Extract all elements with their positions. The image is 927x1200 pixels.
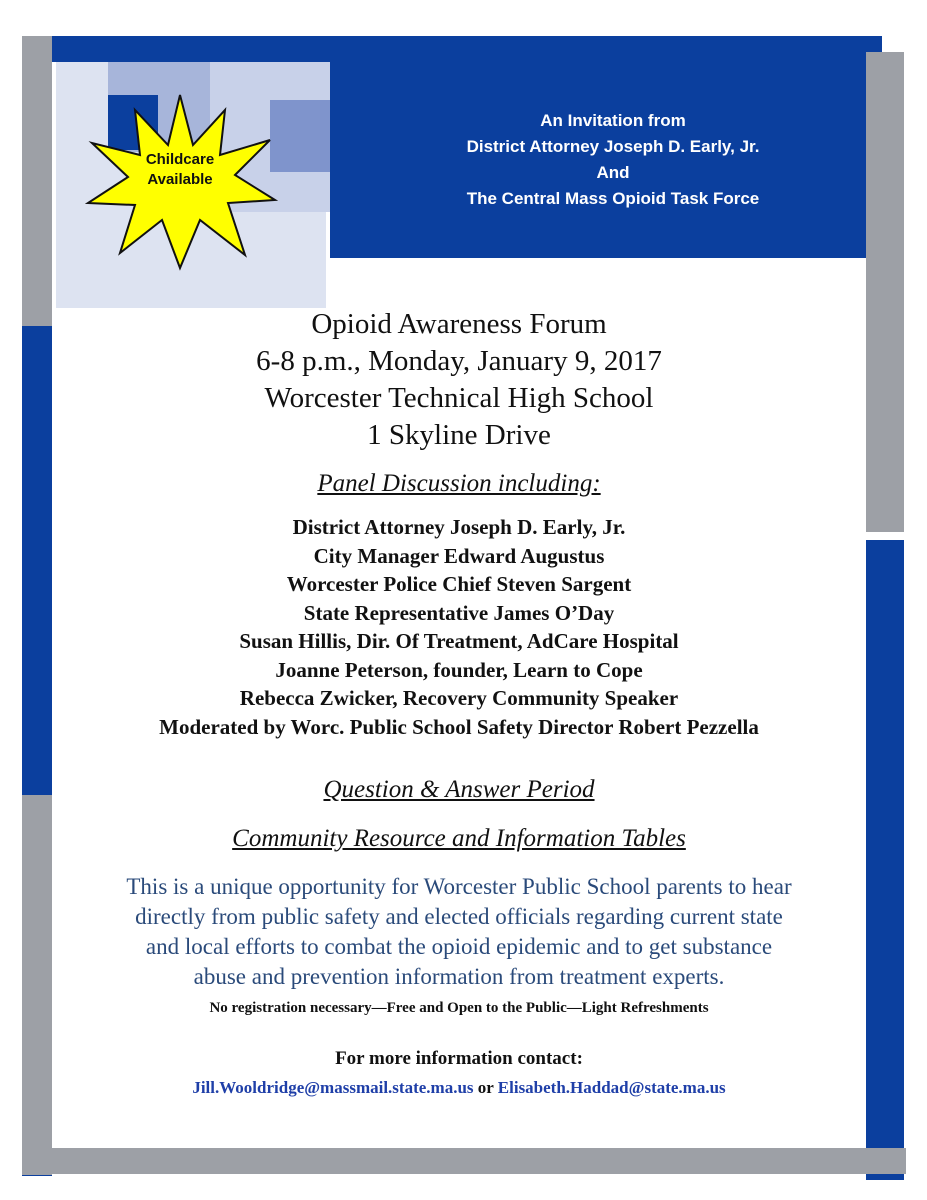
panelist: District Attorney Joseph D. Early, Jr. [292,515,626,539]
panelist: City Manager Edward Augustus [313,543,605,568]
frame-gray-left [22,795,52,1175]
frame-gray-right [866,52,904,532]
description-line: and local efforts to combat the opioid epidemic and to get substance [145,934,773,959]
banner-line: An Invitation from [540,111,686,130]
banner-line: The Central Mass Opioid Task Force [466,189,760,208]
description-line: directly from public safety and elected officials regarding current state [135,904,783,929]
panelist: Susan Hillis, Dir. Of Treatment, AdCare Hospital [239,629,679,653]
frame-blue-right [866,540,904,1180]
description-line: This is a unique opportunity for Worcester Public School parents to hear [126,874,792,899]
event-time: 6-8 p.m., Monday, January 9, 2017 [256,345,662,377]
panelist-list [52,513,866,741]
description-line: abuse and prevention information from treatment experts. [193,964,725,989]
panelist: State Representative James O’Day [303,600,615,625]
email-link-haddad[interactable]: Elisabeth.Haddad@state.ma.us [497,1078,726,1097]
contact-emails [52,1078,866,1098]
resources-heading: Community Resource and Information Tables [232,825,686,852]
email-link-wooldridge[interactable]: Jill.Wooldridge@massmail.state.ma.us [192,1078,474,1097]
invitation-banner [330,62,866,258]
email-separator: or [473,1078,498,1097]
frame-blue-top [22,36,882,62]
registration-notice: No registration necessary—Free and Open to the Public—Light Refreshments [209,1000,709,1016]
frame-gray-top [22,36,52,326]
panelist: Joanne Peterson, founder, Learn to Cope [275,657,643,682]
description [52,872,866,992]
badge-line: Childcare [145,151,215,168]
panelist: Rebecca Zwicker, Recovery Community Speaker [239,686,679,710]
childcare-badge [128,150,232,190]
frame-gray-bottom [22,1148,906,1174]
banner-line: District Attorney Joseph D. Early, Jr. [466,137,760,156]
event-title: Opioid Awareness Forum [311,308,607,340]
panelist: Worcester Police Chief Steven Sargent [286,572,632,596]
event-details [52,306,866,454]
banner-line: And [596,163,630,182]
contact-heading: For more information contact: [335,1048,583,1069]
event-venue: Worcester Technical High School [264,382,654,414]
qa-heading: Question & Answer Period [323,776,595,803]
badge-line: Available [147,171,213,188]
panel-heading: Panel Discussion including: [317,470,601,497]
event-address: 1 Skyline Drive [367,419,551,451]
panelist: Moderated by Worc. Public School Safety Director Robert Pezzella [159,714,759,739]
